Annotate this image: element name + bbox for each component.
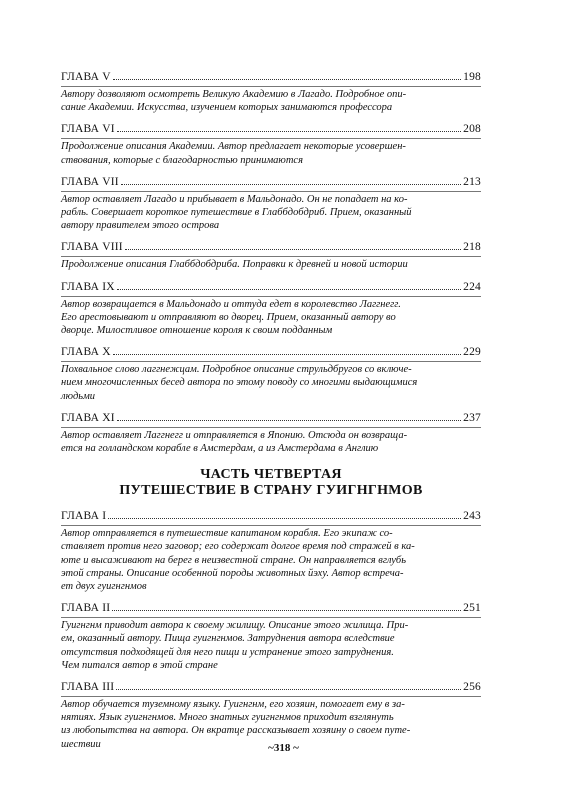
- summary-line: Чем питался автор в этой стране: [61, 659, 218, 671]
- divider: [61, 191, 481, 192]
- summary-line: Автор отправляется в путешествие капитаном корабля. Его экипаж со-: [61, 528, 393, 540]
- summary-line: Гуигнгнм приводит автора к своему жилищу. Описание этого жилища. При-: [61, 620, 409, 632]
- summary-line: нием многочисленных бесед автора по этому поводу со многими выдающимися: [61, 377, 418, 389]
- summary-line: Автор обучается туземному языку. Гуигнгнм, его хозяин, помогает ему в за-: [61, 699, 405, 711]
- divider: [61, 617, 481, 618]
- chapter-title: ГЛАВА VI: [61, 123, 115, 136]
- summary-line: ем, оказанный автору. Пища гуигнгнмов. Затруднения автора вследствие: [61, 633, 395, 645]
- dot-leader: [116, 689, 461, 690]
- chapter-page: 256: [463, 681, 481, 694]
- toc-entry-heading: [61, 122, 481, 137]
- chapter-page: 218: [463, 241, 481, 254]
- chapter-title: ГЛАВА II: [61, 602, 111, 615]
- toc-entry: [61, 509, 481, 593]
- summary-line: Автор оставляет Лаггнегг и отправляется в Японию. Отсюда он возвраща-: [61, 429, 408, 441]
- chapter-page: 198: [463, 71, 481, 83]
- chapter-summary: [61, 88, 481, 114]
- summary-line: Продолжение описания Академии. Автор предлагает некоторые усовершен-: [61, 141, 406, 153]
- toc-entry: [61, 122, 481, 166]
- chapter-page: 229: [463, 346, 481, 359]
- chapter-summary: [61, 258, 481, 271]
- chapter-summary: [61, 140, 481, 166]
- chapter-title: ГЛАВА IX: [61, 280, 115, 293]
- chapter-page: 224: [463, 280, 481, 293]
- chapter-summary: [61, 429, 481, 455]
- toc-entry-heading: [61, 175, 481, 190]
- toc-entry: [61, 280, 481, 338]
- chapter-title: ГЛАВА VIII: [61, 241, 123, 254]
- toc-section-part-three: [61, 70, 481, 455]
- chapter-summary: [61, 619, 481, 672]
- chapter-title: ГЛАВА XI: [61, 411, 115, 424]
- chapter-summary: [61, 363, 481, 403]
- toc-entry-heading: [61, 280, 481, 295]
- dot-leader: [117, 420, 461, 421]
- divider: [61, 256, 481, 257]
- toc-entry-heading: [61, 411, 481, 426]
- chapter-page: 208: [463, 123, 481, 136]
- summary-line: этой страны. Описание особенной породы животных йэху. Автор встреча-: [61, 567, 404, 579]
- divider: [61, 138, 481, 139]
- summary-line: Автор возвращается в Мальдонадо и оттуда едет в королевство Лаггнегг.: [61, 298, 401, 310]
- summary-line: Похвальное слово лаггнежцам. Подробное описание струльдбругов со включе-: [61, 364, 412, 376]
- chapter-title: ГЛАВА X: [61, 346, 111, 359]
- toc-entry-heading: [61, 345, 481, 360]
- page-number: ~318 ~: [268, 742, 299, 754]
- summary-line: ет двух гуигнгнмов: [61, 581, 147, 593]
- toc-entry-heading: [61, 601, 481, 616]
- summary-line: нятиях. Язык гуигнгнмов. Много знатных гуигнгнмов приходит взглянуть: [61, 712, 394, 724]
- chapter-title: ГЛАВА V: [61, 71, 111, 83]
- toc-entry-heading: [61, 509, 481, 524]
- dot-leader: [117, 131, 461, 132]
- summary-line: ствования, которые с благодарностью принимаются: [61, 154, 303, 166]
- part-subtitle: ПУТЕШЕСТВИЕ В СТРАНУ ГУИГНГНМОВ: [119, 483, 423, 499]
- summary-line: отсутствия подходящей для него пищи и устранение этого затруднения.: [61, 646, 394, 658]
- part-heading: [61, 467, 481, 499]
- toc-entry-heading: [61, 70, 481, 85]
- chapter-page: 251: [463, 602, 481, 615]
- toc-entry: [61, 240, 481, 271]
- chapter-summary: [61, 298, 481, 338]
- toc-entry: [61, 680, 481, 751]
- chapter-page: 237: [463, 411, 481, 424]
- dot-leader: [113, 354, 461, 355]
- dot-leader: [125, 249, 461, 250]
- toc-entry-heading: [61, 680, 481, 695]
- chapter-page: 213: [463, 175, 481, 188]
- summary-line: Его арестовывают и отправляют во дворец. Прием, оказанный автору во: [61, 311, 396, 323]
- toc-entry: [61, 411, 481, 455]
- divider: [61, 427, 481, 428]
- toc-section-part-four: [61, 509, 481, 751]
- dot-leader: [108, 518, 461, 519]
- summary-line: дворце. Милостливое отношение короля к своим подданным: [61, 325, 333, 337]
- table-of-contents: [61, 70, 481, 759]
- dot-leader: [113, 79, 461, 80]
- summary-line: сание Академии. Искусства, изучением которых занимаются профессора: [61, 102, 393, 114]
- summary-line: шествии: [61, 738, 101, 750]
- divider: [61, 361, 481, 362]
- toc-entry: [61, 175, 481, 233]
- summary-line: автору правителем этого острова: [61, 220, 220, 232]
- chapter-title: ГЛАВА VII: [61, 175, 119, 188]
- chapter-page: 243: [463, 510, 481, 523]
- chapter-summary: [61, 527, 481, 593]
- divider: [61, 86, 481, 87]
- summary-line: Автор оставляет Лагадо и прибывает в Мальдонадо. Он не попадает на ко-: [61, 193, 408, 205]
- chapter-summary: [61, 193, 481, 233]
- divider: [61, 696, 481, 697]
- part-title: ЧАСТЬ ЧЕТВЕРТАЯ: [200, 467, 342, 483]
- dot-leader: [121, 184, 461, 185]
- summary-line: ставляет против него заговор; его содержат долгое время под стражей в ка-: [61, 541, 415, 553]
- summary-line: Продолжение описания Глаббдобдриба. Поправки к древней и новой истории: [61, 259, 408, 271]
- divider: [61, 296, 481, 297]
- summary-line: Автору дозволяют осмотреть Великую Академию в Лагадо. Подробное опи-: [61, 89, 407, 100]
- summary-line: людьми: [61, 390, 96, 402]
- toc-entry: [61, 345, 481, 403]
- summary-line: из любопытства на автора. Он вкратце рассказывает хозяину о своем путе-: [61, 725, 411, 737]
- toc-entry: [61, 601, 481, 672]
- dot-leader: [112, 610, 461, 611]
- toc-entry-heading: [61, 240, 481, 255]
- summary-line: ется на голландском корабле в Амстердам, а из Амстердама в Англию: [61, 443, 379, 455]
- summary-line: рабль. Совершает короткое путешествие в Глаббдобдриб. Прием, оказанный: [61, 207, 412, 219]
- chapter-title: ГЛАВА III: [61, 681, 115, 694]
- divider: [61, 525, 481, 526]
- toc-entry: [61, 70, 481, 114]
- dot-leader: [117, 289, 461, 290]
- summary-line: юте и высаживают на берег в неизвестной стране. Он направляется вглубь: [61, 554, 406, 566]
- chapter-title: ГЛАВА I: [61, 510, 107, 523]
